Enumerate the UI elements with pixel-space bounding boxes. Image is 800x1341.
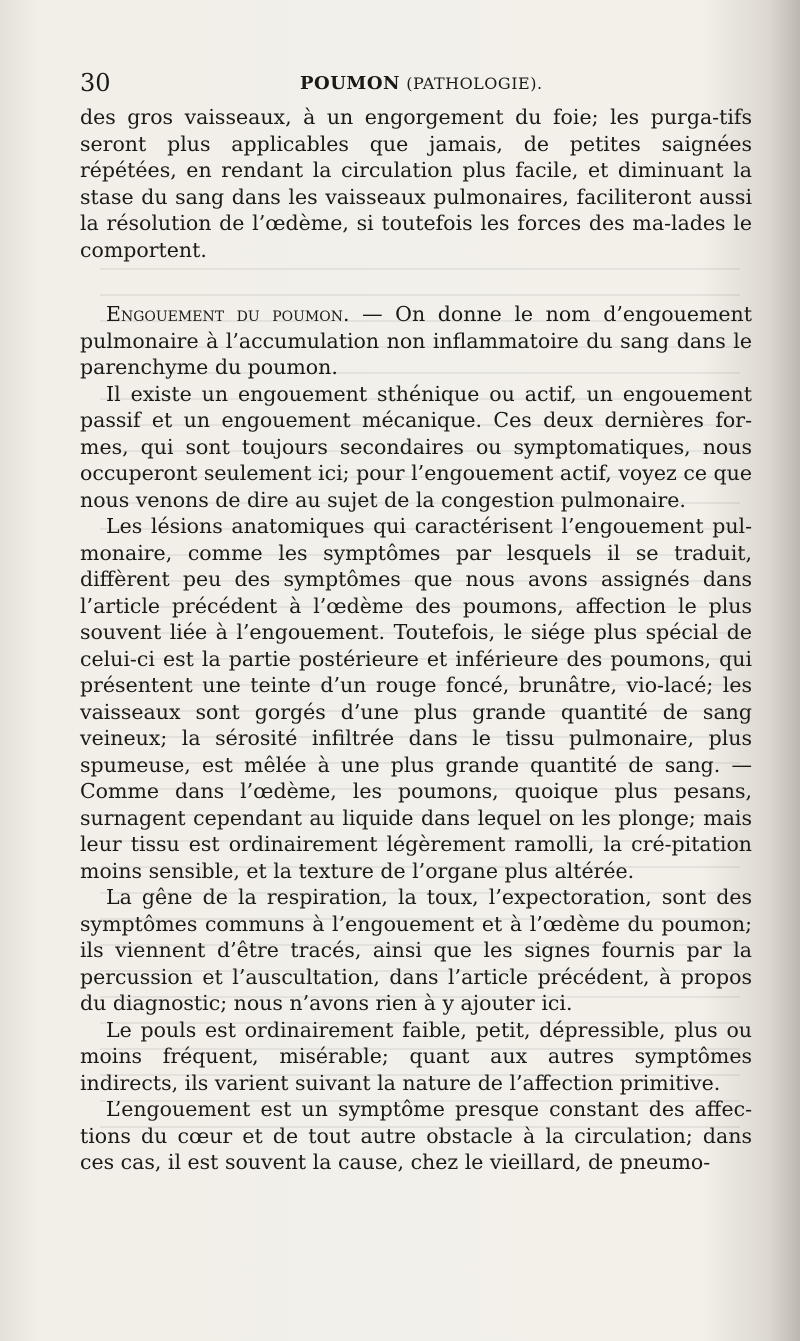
section-engouement-intro	[80, 301, 752, 381]
paragraph-types: Il existe un engouement sthénique ou actif, un engouement passif et un engouement mécanique. Ces deux dernières for-mes, qui sont toujours secondaires ou symptomatiques, nous occuperont seulement ici; pour l’engouement actif, voyez ce que nous venons de dire au sujet de la congestion pulmonaire.	[80, 381, 752, 512]
paragraph-continuation: des gros vaisseaux, à un engorgement du foie; les purga-tifs seront plus applicables que jamais, de petites saignées répétées, en rendant la circulation plus facile, et diminuant la stase du sang dans les vaisseaux pulmonaires, faciliteront aussi la résolution de l’œdème, si toutefois les forces des ma-lades le comportent.	[80, 105, 752, 262]
running-head-subtitle: (PATHOLOGIE).	[406, 74, 543, 93]
body-text	[80, 104, 752, 1176]
page-number: 30	[80, 69, 111, 97]
paragraph-symptoms: La gêne de la respiration, la toux, l’expectoration, sont des symptômes communs à l’engouement et à l’œdème du poumon; ils viennent d’être tracés, ainsi que les signes fournis par la percussion et l’auscultation, dans l’article précédent, à propos du diagnostic; nous n’avons rien à y ajouter ici.	[80, 885, 752, 1015]
paragraph-causes: L’engouement est un symptôme presque constant des affec-tions du cœur et de tout autre obstacle à la circulation; dans ces cas, il est souvent la cause, chez le vieillard, de pneumo-	[80, 1097, 752, 1174]
paragraph-lesions: Les lésions anatomiques qui caractérisent l’engouement pul-monaire, comme les symptômes par lesquels il se traduit, diffèrent peu des symptômes que nous avons assignés dans l’article précédent à l’œdème des poumons, affection le plus souvent liée à l’engouement. Toutefois, le siége plus spécial de celui-ci est la partie postérieure et inférieure des poumons, qui présentent une teinte d’un rouge foncé, brunâtre, vio-lacé; les vaisseaux sont gorgés d’une plus grande quantité de sang veineux; la sérosité infiltrée dans le tissu pulmonaire, plus spumeuse, est mêlée à une plus grande quantité de sang. — Comme dans l’œdème, les poumons, quoique plus pesans, surnagent cependant au liquide dans lequel on les plonge; mais leur tissu est ordinairement légèrement ramolli, la cré-pitation moins sensible, et la texture de l’organe plus altérée.	[80, 514, 752, 883]
paragraph-pulse: Le pouls est ordinairement faible, petit, dépressible, plus ou moins fréquent, misérable; quant aux autres symptômes indirects, ils varient suivant la nature de l’affection primitive.	[80, 1017, 752, 1095]
section-intro-text: — On donne le nom d’engouement pulmonaire à l’accumulation non inflammatoire du sang dans le parenchyme du poumon.	[80, 302, 752, 379]
running-head	[300, 71, 543, 97]
running-head-title: POUMON	[300, 73, 400, 94]
section-heading: Engouement du poumon.	[106, 302, 350, 326]
page-header	[80, 68, 752, 102]
